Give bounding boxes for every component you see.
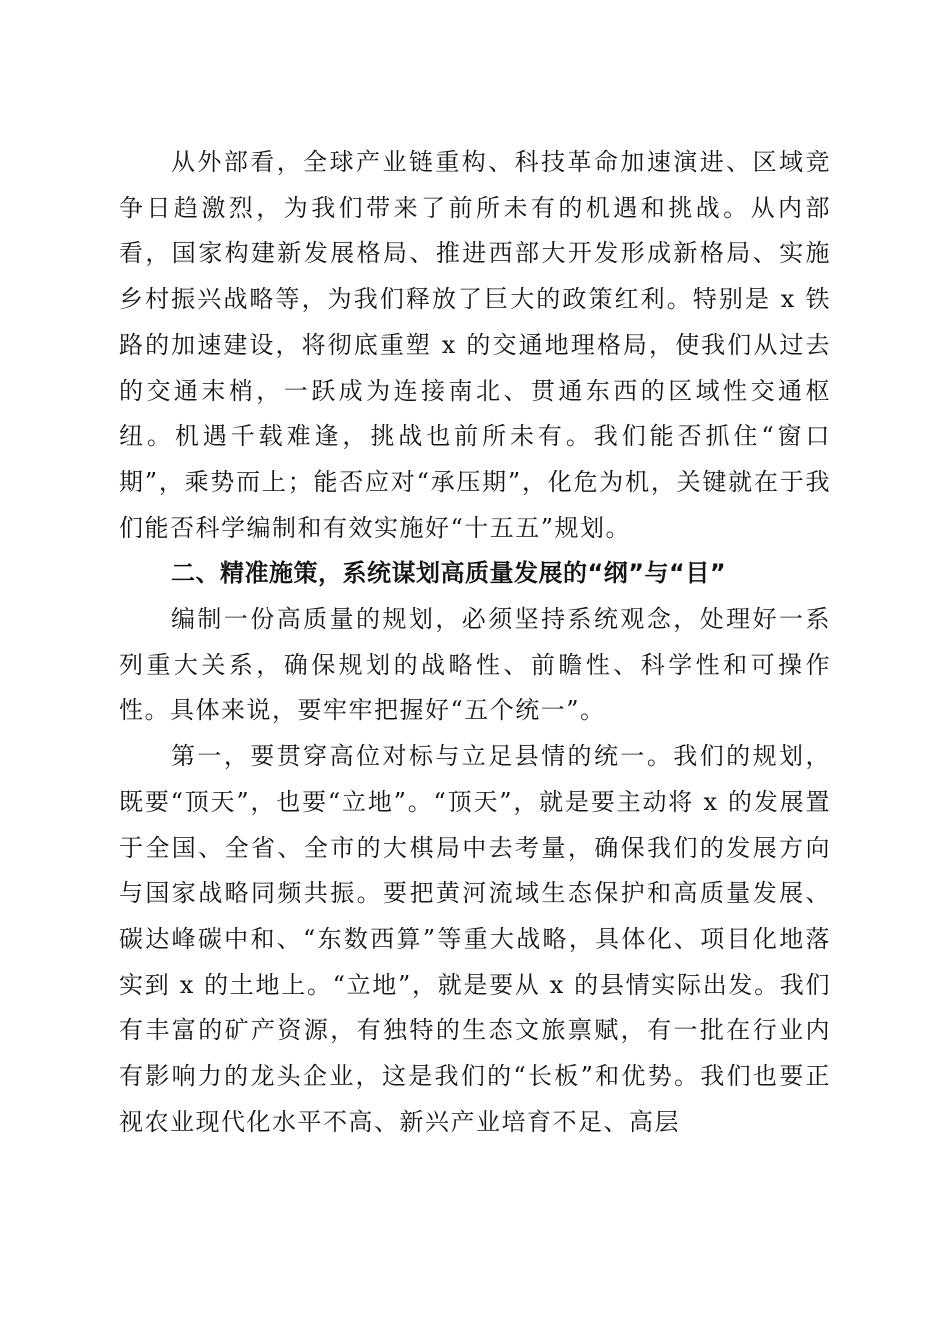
section-heading-two: 二、精准施策，系统谋划高质量发展的“纲”与“目” — [171, 559, 727, 588]
paragraph-first-unity: 第一，要贯穿高位对标与立足县情的统一。我们的规划，既要“顶天”，也要“立地”。“顶天”，就是要主动将 x 的发展置于全国、全省、全市的大棋局中去考量，确保我们的发展方向与国家战略同频共振。要把黄河流域生态保护和高质量发展、碳达峰碳中和、“东数西算”等重大战略，具体化、项目化地落实到 x 的土地上。“立地”，就是要从 x 的县情实际出发。我们有丰富的矿产资源，有独特的生态文旅禀赋，有一批在行业内有影响力的龙头企业，这是我们的“长板”和优势。我们也要正视农业现代化水平不高、新兴产业培育不足、高层 — [119, 742, 831, 1136]
paragraph-opportunities: 从外部看，全球产业链重构、科技革命加速演进、区域竞争日趋激烈，为我们带来了前所未有的机遇和挑战。从内部看，国家构建新发展格局、推进西部大开发形成新格局、实施乡村振兴战略等，为我们释放了巨大的政策红利。特别是 x 铁路的加速建设，将彻底重塑 x 的交通地理格局，使我们从过去的交通末梢，一跃成为连接南北、贯通东西的区域性交通枢纽。机遇千载难逢，挑战也前所未有。我们能否抓住“窗口期”，乘势而上；能否应对“承压期”，化危为机，关键就在于我们能否科学编制和有效实施好“十五五”规划。 — [119, 148, 831, 542]
document-body — [119, 140, 831, 1145]
paragraph-system-view: 编制一份高质量的规划，必须坚持系统观念，处理好一系列重大关系，确保规划的战略性、前瞻性、科学性和可操作性。具体来说，要牢牢把握好“五个统一”。 — [119, 605, 831, 725]
